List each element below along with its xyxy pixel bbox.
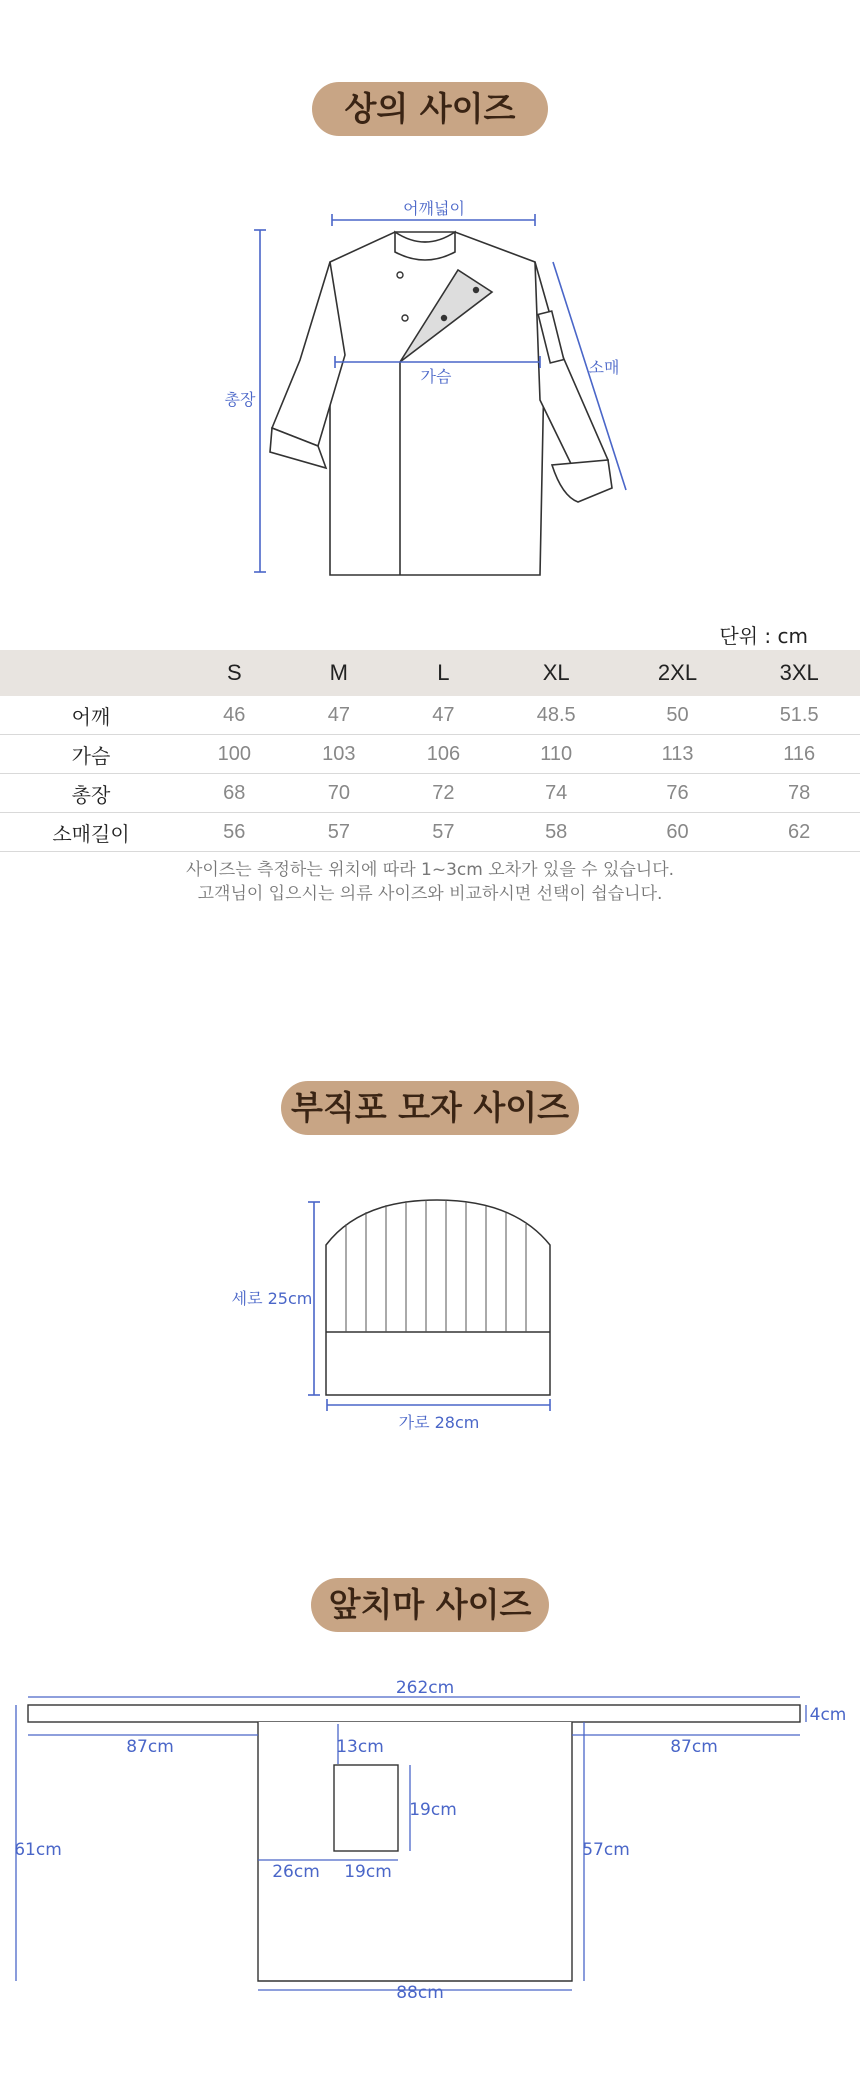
table-cell: 60 [617,813,739,852]
apron-tie-left-label: 87cm [126,1737,174,1757]
table-header-row [0,650,860,696]
table-row [0,813,860,852]
chest-label: 가슴 [420,367,452,386]
apron-band-label: 4cm [809,1705,847,1725]
hat-height-label: 세로 25cm [231,1289,313,1308]
row-label: 소매길이 [0,813,182,852]
table-cell: 58 [496,813,617,852]
table-cell: 110 [496,735,617,774]
table-header: L [391,650,496,696]
table-cell: 62 [738,813,860,852]
top-size-title: 상의 사이즈 [312,82,548,136]
size-note [0,858,860,906]
table-cell: 76 [617,774,739,813]
table-cell: 47 [391,696,496,735]
apron-pocket-top-label: 13cm [336,1737,384,1757]
row-label: 어깨 [0,696,182,735]
table-cell: 56 [182,813,287,852]
table-row [0,696,860,735]
hat-diagram [0,1190,860,1430]
table-cell: 48.5 [496,696,617,735]
table-header: 2XL [617,650,739,696]
table-cell: 68 [182,774,287,813]
apron-size-title: 앞치마 사이즈 [311,1578,549,1632]
apron-pocket-left-label: 26cm [272,1862,320,1882]
shoulder-label: 어깨넓이 [403,199,465,218]
table-cell: 103 [287,735,392,774]
table-cell: 100 [182,735,287,774]
table-header: M [287,650,392,696]
table-header: XL [496,650,617,696]
apron-total-height-label: 61cm [14,1840,62,1860]
note-line-1: 사이즈는 측정하는 위치에 따라 1~3cm 오차가 있을 수 있습니다. [185,860,675,880]
hat-size-title: 부직포 모자 사이즈 [281,1081,579,1135]
table-cell: 70 [287,774,392,813]
table-cell: 74 [496,774,617,813]
table-cell: 113 [617,735,739,774]
apron-tie-right-label: 87cm [670,1737,718,1757]
table-header: 3XL [738,650,860,696]
table-cell: 50 [617,696,739,735]
table-cell: 116 [738,735,860,774]
apron-body-height-label: 57cm [582,1840,630,1860]
table-cell: 46 [182,696,287,735]
apron-total-tie-label: 262cm [395,1678,455,1698]
table-header [0,650,182,696]
table-cell: 57 [287,813,392,852]
table-cell: 51.5 [738,696,860,735]
apron-diagram [0,1670,860,2003]
chef-jacket-diagram [0,190,860,610]
row-label: 총장 [0,774,182,813]
table-row [0,774,860,813]
table-cell: 78 [738,774,860,813]
table-cell: 47 [287,696,392,735]
row-label: 가슴 [0,735,182,774]
size-table [0,650,860,852]
note-line-2: 고객님이 입으시는 의류 사이즈와 비교하시면 선택이 쉽습니다. [197,884,663,904]
table-cell: 57 [391,813,496,852]
table-cell: 72 [391,774,496,813]
unit-label: 단위 : cm [719,624,808,648]
length-label: 총장 [224,390,256,409]
sleeve-label: 소매 [588,358,620,377]
apron-pocket-width-label: 19cm [344,1862,392,1882]
table-cell: 106 [391,735,496,774]
table-row [0,735,860,774]
hat-width-label: 가로 28cm [398,1413,480,1432]
apron-body-width-label: 88cm [396,1983,444,2003]
apron-pocket-height-label: 19cm [409,1800,457,1820]
table-header: S [182,650,287,696]
